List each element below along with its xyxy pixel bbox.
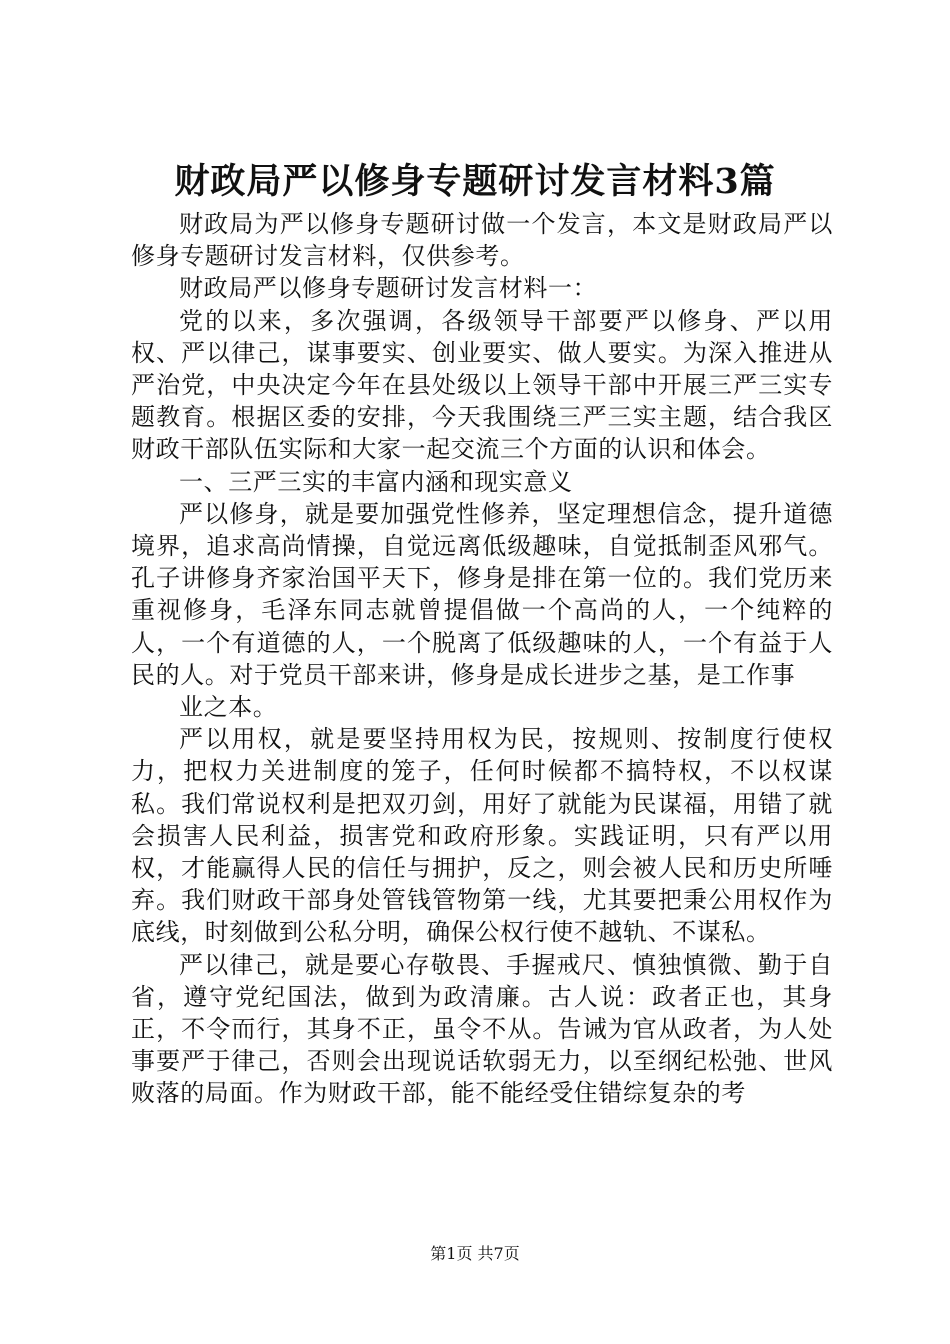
document-body — [131, 208, 833, 1110]
paragraph-continuation: 业之本。 — [179, 693, 278, 722]
paragraph-opening: 党的以来，多次强调，各级领导干部要严以修身、严以用权、严以律己，谋事要实、创业要实、做人要实。为深入推进从严治党，中央决定今年在县处级以上领导干部中开展三严三实专题教育。根据区委的安排，今天我围绕三严三实主题，结合我区财政干部队伍实际和大家一起交流三个方面的认识和体会。 — [131, 306, 833, 464]
document-title: 财政局严以修身专题研讨发言材料3篇 — [174, 161, 776, 202]
paragraph-self-discipline: 严以律己，就是要心存敬畏、手握戒尺、慎独慎微、勤于自省，遵守党纪国法，做到为政清廉。古人说：政者正也，其身正，不令而行，其身不正，虽令不从。告诫为官从政者，为人处事要严于律己，否则会出现说话软弱无力，以至纲纪松弛、世风败落的局面。作为财政干部，能不能经受住错综复杂的考 — [131, 950, 833, 1108]
paragraph-use-of-power: 严以用权，就是要坚持用权为民，按规则、按制度行使权力，把权力关进制度的笼子，任何时候都不搞特权，不以权谋私。我们常说权利是把双刃剑，用好了就能为民谋福，用错了就会损害人民利益，损害党和政府形象。实践证明，只有严以用权，才能赢得人民的信任与拥护，反之，则会被人民和历史所唾弃。我们财政干部身处管钱管物第一线，尤其要把秉公用权作为底线，时刻做到公私分明，确保公权行使不越轨、不谋私。 — [131, 725, 833, 947]
paragraph-intro: 财政局为严以修身专题研讨做一个发言，本文是财政局严以修身专题研讨发言材料，仅供参考。 — [131, 210, 833, 271]
page-number-footer: 第1页 共7页 — [430, 1244, 520, 1263]
paragraph-section-heading: 财政局严以修身专题研讨发言材料一： — [179, 274, 598, 303]
paragraph-heading-one: 一、三严三实的丰富内涵和现实意义 — [179, 467, 573, 496]
paragraph-self-cultivation: 严以修身，就是要加强党性修养，坚定理想信念，提升道德境界，追求高尚情操，自觉远离低级趣味，自觉抵制歪风邪气。孔子讲修身齐家治国平天下，修身是排在第一位的。我们党历来重视修身，毛泽东同志就曾提倡做一个高尚的人，一个纯粹的人，一个有道德的人，一个脱离了低级趣味的人，一个有益于人民的人。对于党员干部来讲，修身是成长进步之基，是工作事 — [131, 499, 833, 689]
